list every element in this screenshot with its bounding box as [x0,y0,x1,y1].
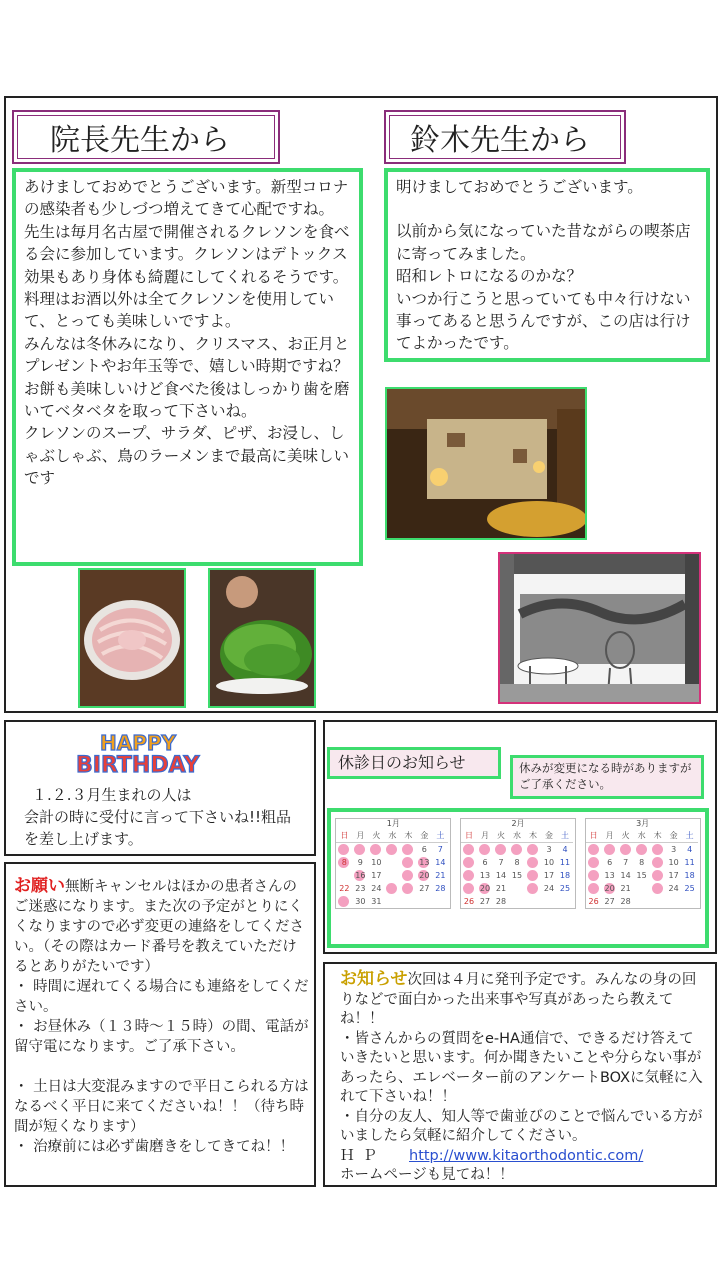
holiday-marker [495,844,506,855]
calendar-day: 14 [435,858,446,867]
calendar-weekday: 月 [477,829,493,843]
notice-line-1-text: 次回は４月に発刊予定です。みんなの身の回りなどで面白かった出来事や写真があったら教えてね！！ [340,972,697,1027]
director-title [12,110,280,164]
director-para-5: クレソンのスープ、サラダ、ピザ、お浸し、しゃぶしゃぶ、鳥のラーメンまで最高に美味しいです [24,424,350,488]
calendar-day [400,843,416,856]
calendar-day [384,895,400,908]
calendar-month-title: 1月 [386,819,400,828]
request-line-5: ・ 土日は大変混みますので平日こられる方はなるべく平日に来てくださいね！！（待ち時間が短くなります） [14,1079,309,1135]
calendar-day [650,869,666,882]
birthday-logo-graphic [72,728,244,776]
calendar-day: 9 [357,858,363,867]
calendar-day [650,856,666,869]
calendar-day [384,869,400,882]
holiday-marker [402,883,413,894]
suzuki-para-3: 昭和レトロになるのかな？ [396,267,583,286]
calendar-day: 15 [511,871,523,880]
calendar-day: 21 [435,871,446,880]
closure-title: 休診日のお知らせ [327,747,501,779]
calendar-day: 31 [371,897,382,906]
calendar-day [416,895,432,908]
calendar-day [650,843,666,856]
calendar-day [336,895,352,908]
calendar-day [634,843,650,856]
calendar-weekday: 日 [336,829,352,843]
holiday-marker [588,870,599,881]
calendar-day: 13 [479,871,491,880]
calendar-day [336,843,352,856]
calendar-day [384,882,400,895]
homepage-link[interactable]: http://www.kitaorthodontic.com/ [409,1147,644,1164]
calendar-day: 24 [543,884,555,893]
director-para-3: 料理はお酒以外は全てクレソンを使用していて、とっても美味しいですよ。 [24,290,335,331]
calendar-day [461,843,477,856]
holiday-marker [386,883,397,894]
calendar-day: 27 [419,884,430,893]
calendar-day [557,895,573,908]
calendar-day: 28 [435,884,446,893]
calendar-day: 26 [463,897,475,906]
director-para-1: あけましておめでとうございます。新型コロナの感染者も少しづつ増えてきて心配ですね。 [24,178,349,219]
calendar-day: 3 [671,845,677,854]
calendar-day: 22 [339,884,350,893]
calendar-weekday: 金 [666,829,682,843]
calendar-day: 11 [559,858,571,867]
request-line-6: ・ 治療前には必ず歯磨きをしてきてね！！ [14,1139,295,1155]
calendar-weekday: 木 [525,829,541,843]
calendar-weekday: 金 [541,829,557,843]
calendar-month-title: 3月 [636,819,650,828]
calendar-day: 21 [620,884,631,893]
holiday-marker [652,857,663,868]
calendar-month-title: 2月 [511,819,525,828]
calendar-weekday: 水 [384,829,400,843]
holiday-marker [463,857,474,868]
calendar-day [493,843,509,856]
calendar-day [602,843,618,856]
holiday-marker [511,844,522,855]
calendar-day: 30 [355,897,366,906]
calendar-day: 7 [498,858,504,867]
suzuki-title [384,110,626,164]
calendar-day [586,882,602,895]
calendar-weekday: 火 [618,829,634,843]
calendar-month [335,818,451,909]
calendar-day [541,895,557,908]
calendar-day [461,882,477,895]
notice-line-1 [340,970,708,1030]
calendar-day: 28 [620,897,631,906]
calendar-day [650,895,666,908]
calendar-day: 3 [546,845,552,854]
director-para-2: 先生は毎月名古屋で開催されるクレソンを食べる会に参加しています。クレソンはデトックス効果もあり身体も綺麗にしてくれるそうです。 [24,222,350,286]
holiday-marker [527,883,538,894]
holiday-marker [527,844,538,855]
calendar-day [509,843,525,856]
holiday-marker [338,896,349,907]
holiday-marker [354,844,365,855]
cafe-interior-photo [385,387,587,540]
director-title-text: 院長先生から [50,123,230,158]
calendar-day: 24 [668,884,679,893]
request-line-1 [14,876,310,977]
calendar-day: 20 [419,871,430,880]
calendar-day [509,882,525,895]
suzuki-para-1: 明けましておめでとうございます。 [396,178,643,196]
calendar-day [586,869,602,882]
calendar-day: 13 [419,858,430,867]
calendar-day [525,882,541,895]
suzuki-message [384,168,710,362]
notice-label: お知らせ [340,969,408,989]
calendar-day [400,895,416,908]
calendar-day [400,856,416,869]
calendar-day: 6 [607,858,613,867]
request-line-1-text: 無断キャンセルはほかの患者さんのご迷惑になります。また次の予定がとりにくくなりますので必ず変更の連絡をしてください。（その際はカード番号を教えていただけるとありがたいです） [14,879,304,975]
calendar-day [682,895,698,908]
calendar-day: 14 [620,871,631,880]
calendar-day: 8 [336,856,352,869]
calendar-day: 4 [562,845,568,854]
calendar-month [460,818,576,909]
holiday-marker [402,844,413,855]
calendar-day: 14 [495,871,507,880]
holiday-marker [588,883,599,894]
calendar-day: 20 [604,884,615,893]
calendar-day [384,843,400,856]
calendar-day: 17 [668,871,679,880]
birthday-logo-bottom: BIRTHDAY [76,753,200,776]
calendar-weekday: 月 [352,829,368,843]
request-label: お願い [14,876,65,896]
suzuki-para-2: 以前から気になっていた昔ながらの喫茶店に寄ってみました。 [396,222,691,263]
notice-footer: ホームページも見てね！！ [340,1167,514,1183]
calendar-day: 24 [371,884,382,893]
calendar-weekday: 土 [432,829,448,843]
calendar-weekday: 火 [493,829,509,843]
holiday-marker [463,870,474,881]
calendar-weekday: 日 [586,829,602,843]
calendar-day: 17 [371,871,382,880]
notice-line-2: ・皆さんからの質問をe-HA通信で、できるだけ答えていきたいと思います。何か聞きたいことや分らない事があったら、エレベーター前のアンケートBOXに気軽に入れて下さいね！！ [340,1030,703,1105]
calendar-day: 16 [355,871,366,880]
request-line-3: ・ お昼休み（１３時～１５時）の間、電話が留守電になります。ご了承下さい。 [14,1019,309,1055]
shabu-meat-photo [78,568,186,708]
calendar-day: 17 [543,871,555,880]
calendar-day [509,895,525,908]
suzuki-para-4: いつか行こうと思っていても中々行けない事ってあると思うんですが、この店は行けてよかったです。 [396,289,691,353]
calendar-day [618,843,634,856]
calendar-day: 15 [636,871,647,880]
notice-text [340,970,708,1186]
calendar-day [586,843,602,856]
calendar-day: 27 [604,897,615,906]
holiday-marker [620,844,631,855]
holiday-marker [652,883,663,894]
calendar-day: 27 [479,897,491,906]
calendar-day: 13 [604,871,615,880]
calendar-day: 8 [514,858,520,867]
calendar-weekday: 日 [461,829,477,843]
director-message [12,168,363,566]
calendar-weekday: 木 [650,829,666,843]
calendar-weekday: 水 [634,829,650,843]
calendar-day: 26 [588,897,599,906]
happy-birthday-logo [72,728,244,776]
calendar-day: 7 [623,858,629,867]
holiday-marker [636,844,647,855]
calendar-day: 21 [495,884,507,893]
calendar-day: 25 [684,884,695,893]
calendar-day: 6 [421,845,427,854]
holiday-marker [604,844,615,855]
holiday-marker [527,870,538,881]
suzuki-title-text: 鈴木先生から [410,123,590,158]
calendar-day [525,856,541,869]
calendar-day [634,882,650,895]
calendar-day [525,869,541,882]
calendar-day: 7 [437,845,443,854]
calendar-day: 10 [668,858,679,867]
holiday-marker [588,844,599,855]
holiday-marker [370,844,381,855]
calendar-day: 8 [639,858,645,867]
calendar-day: 11 [684,858,695,867]
holiday-marker [527,857,538,868]
calendar-day [525,843,541,856]
holiday-marker [338,844,349,855]
request-line-2: ・ 時間に遅れてくる場合にも連絡をしてください。 [14,979,309,1015]
calendar-month [585,818,701,909]
holiday-marker [386,844,397,855]
calendar-day [525,895,541,908]
calendar-day [650,882,666,895]
calendar-day: 10 [543,858,555,867]
calendar-day: 6 [482,858,488,867]
calendar-day [336,869,352,882]
calendar-day [368,843,384,856]
calendar-day: 4 [687,845,693,854]
calendar-day: 20 [479,884,491,893]
calendar-day: 18 [684,871,695,880]
calendar-weekday: 土 [682,829,698,843]
calendar-weekday: 木 [400,829,416,843]
birthday-text: １.２.３月生まれの人は 会計の時に受付に言って下さいね!!粗品を差し上げます。 [24,786,292,848]
hp-label: ＨＰ [340,1147,385,1164]
calendar-day [461,856,477,869]
garden-chairs-photo [498,552,701,704]
holiday-marker [402,870,413,881]
calendar-day: 18 [559,871,571,880]
calendar-weekday: 金 [416,829,432,843]
director-para-4: みんなは冬休みになり、クリスマス、お正月とプレゼントやお年玉等で、嬉しい時期ですね？お餅も美味しいけど食べた後はしっかり歯を磨いてベタベタを取って下さいね。 [24,334,350,421]
holiday-marker [463,883,474,894]
calendar-weekday: 水 [509,829,525,843]
holiday-marker [652,844,663,855]
calendar-day [400,882,416,895]
request-spacer [14,1057,310,1077]
calendar-day [666,895,682,908]
calendar-weekday: 土 [557,829,573,843]
calendar-day [400,869,416,882]
calendar-frame [327,808,709,948]
request-text [14,876,310,1157]
calendar-day: 25 [559,884,571,893]
birthday-logo-top: HAPPY [100,731,177,755]
holiday-marker [652,870,663,881]
calendar-weekday: 月 [602,829,618,843]
calendar-day [634,895,650,908]
watercress-photo [208,568,316,708]
calendar-day [477,843,493,856]
calendar-day: 28 [495,897,507,906]
holiday-marker [588,857,599,868]
holiday-marker [463,844,474,855]
calendar-weekday: 火 [368,829,384,843]
calendar-day [461,869,477,882]
notice-line-3: ・自分の友人、知人等で歯並びのことで悩んでいる方がいましたら気軽に紹介してください。 [340,1108,703,1144]
calendar-day [352,843,368,856]
holiday-marker [402,857,413,868]
closure-note: 休みが変更になる時がありますがご了承ください。 [510,755,704,799]
calendar-day: 23 [355,884,366,893]
calendar-day [586,856,602,869]
holiday-marker [479,844,490,855]
notice-hp-line [340,1147,708,1167]
calendar-day: 10 [371,858,382,867]
calendar-day [432,895,448,908]
calendar-day [384,856,400,869]
